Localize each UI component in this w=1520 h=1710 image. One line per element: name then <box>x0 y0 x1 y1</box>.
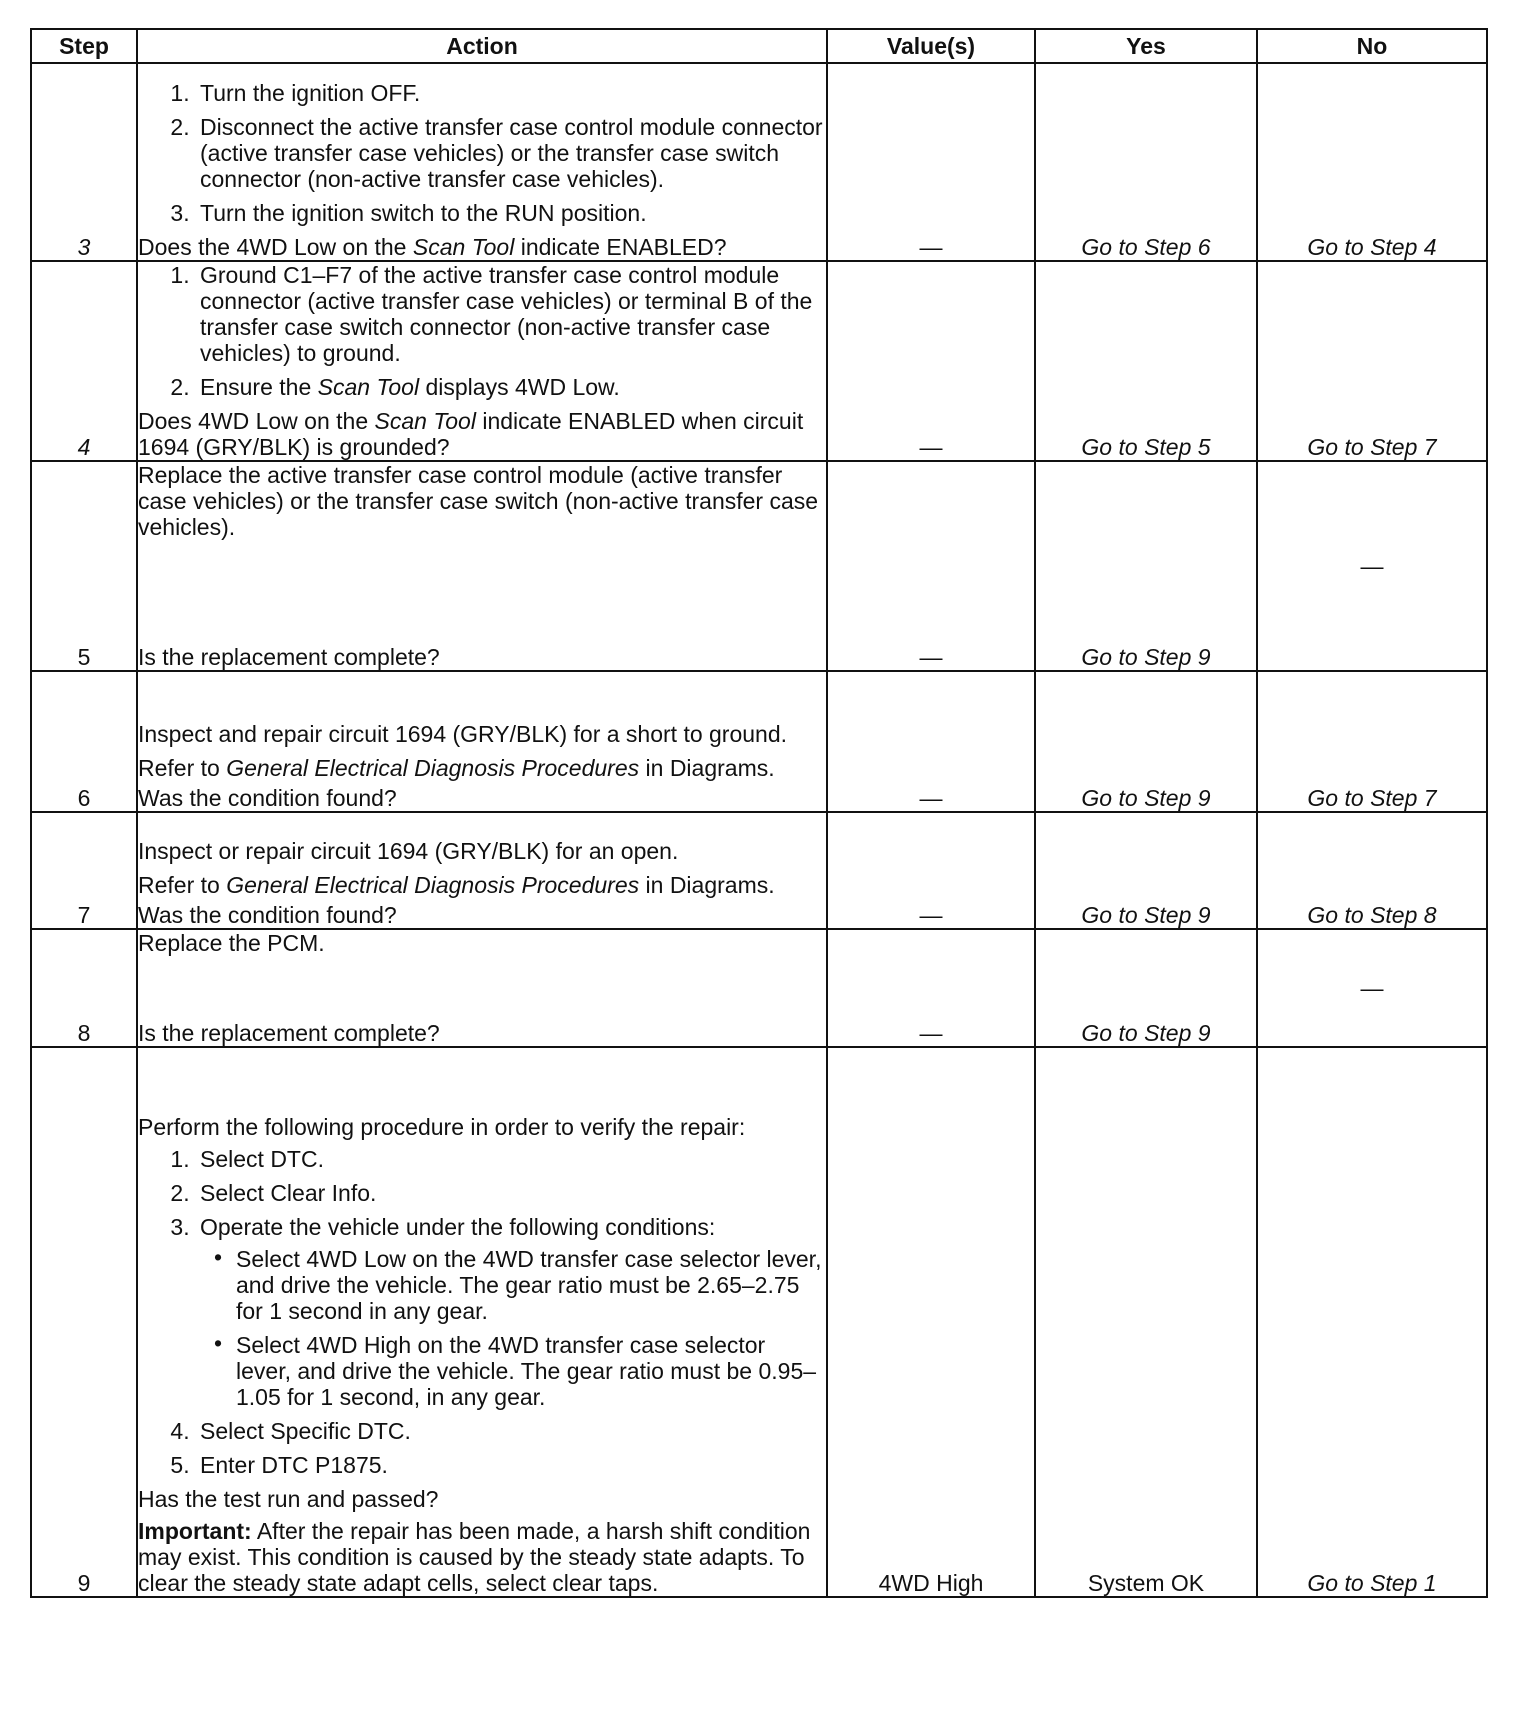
table-row-step-6 <box>31 671 1487 812</box>
yes-cell: Go to Step 9 <box>1035 812 1257 929</box>
no-cell: — <box>1257 929 1487 1047</box>
table-row-step-9 <box>31 1047 1487 1597</box>
yes-cell: Go to Step 9 <box>1035 461 1257 671</box>
procedure-step: 4. Select Specific DTC. <box>196 1418 826 1444</box>
action-cell <box>137 63 827 261</box>
yes-cell: Go to Step 6 <box>1035 63 1257 261</box>
step-number: 4 <box>31 261 137 461</box>
step-number: 5 <box>31 461 137 671</box>
action-cell <box>137 812 827 929</box>
value-cell: — <box>827 671 1035 812</box>
procedure-step: 1. Turn the ignition OFF. <box>196 80 826 106</box>
action-cell <box>137 929 827 1047</box>
question-text: Does 4WD Low on the Scan Tool indicate ENABLED when circuit 1694 (GRY/BLK) is grounded? <box>138 408 804 460</box>
yes-cell: Go to Step 5 <box>1035 261 1257 461</box>
no-cell: Go to Step 1 <box>1257 1047 1487 1597</box>
condition-item: • Select 4WD High on the 4WD transfer case selector lever, and drive the vehicle. The gear ratio must be 0.95–1.05 for 1 second, in any gear. <box>236 1332 826 1410</box>
value-cell: — <box>827 812 1035 929</box>
action-cell <box>137 671 827 812</box>
procedure-list <box>138 262 826 400</box>
diagnostic-table <box>30 28 1488 1598</box>
no-cell: — <box>1257 461 1487 671</box>
question-text: Was the condition found? <box>138 902 397 928</box>
refer-text: Refer to General Electrical Diagnosis Procedures in Diagrams. <box>138 872 775 898</box>
question-text: Is the replacement complete? <box>138 644 440 670</box>
instruction-text: Inspect and repair circuit 1694 (GRY/BLK) for a short to ground. <box>138 721 788 747</box>
important-label: Important: <box>138 1518 252 1544</box>
value-cell: — <box>827 461 1035 671</box>
header-values: Value(s) <box>827 29 1035 63</box>
step-number: 6 <box>31 671 137 812</box>
intro-text: Perform the following procedure in order to verify the repair: <box>138 1114 746 1140</box>
header-yes: Yes <box>1035 29 1257 63</box>
value-cell: — <box>827 929 1035 1047</box>
table-row-step-5 <box>31 461 1487 671</box>
yes-cell: System OK <box>1035 1047 1257 1597</box>
procedure-step: 2. Disconnect the active transfer case control module connector (active transfer case vehicles) or the transfer case switch connector (non-active transfer case vehicles). <box>196 114 826 192</box>
header-action: Action <box>137 29 827 63</box>
question-text: Was the condition found? <box>138 785 397 811</box>
procedure-step: 1. Select DTC. <box>196 1146 826 1172</box>
procedure-list <box>138 1146 826 1478</box>
header-row <box>31 29 1487 63</box>
step-number: 7 <box>31 812 137 929</box>
procedure-step: 1. Ground C1–F7 of the active transfer case control module connector (active transfer case vehicles) or terminal B of the transfer case switch connector (non-active transfer case vehicles) to ground. <box>196 262 826 366</box>
header-no: No <box>1257 29 1487 63</box>
no-cell: Go to Step 4 <box>1257 63 1487 261</box>
important-text: After the repair has been made, a harsh shift condition may exist. This condition is caused by the steady state adapts. To clear the steady state adapt cells, select clear taps. <box>138 1518 811 1596</box>
no-cell: Go to Step 7 <box>1257 261 1487 461</box>
header-step: Step <box>31 29 137 63</box>
value-cell: 4WD High <box>827 1047 1035 1597</box>
yes-cell: Go to Step 9 <box>1035 671 1257 812</box>
question-text: Has the test run and passed? <box>138 1486 439 1512</box>
table-row-step-4 <box>31 261 1487 461</box>
step-number: 9 <box>31 1047 137 1597</box>
table-row-step-3 <box>31 63 1487 261</box>
important-note <box>138 1518 826 1596</box>
procedure-step: 3. Turn the ignition switch to the RUN position. <box>196 200 826 226</box>
step-number: 3 <box>31 63 137 261</box>
question-text: Is the replacement complete? <box>138 1020 440 1046</box>
instruction-text: Replace the PCM. <box>138 930 325 956</box>
instruction-text: Replace the active transfer case control module (active transfer case vehicles) or the transfer case switch (non-active transfer case vehicles). <box>138 462 819 540</box>
condition-list <box>200 1246 826 1410</box>
table-row-step-7 <box>31 812 1487 929</box>
no-cell: Go to Step 8 <box>1257 812 1487 929</box>
action-cell <box>137 461 827 671</box>
table-row-step-8 <box>31 929 1487 1047</box>
procedure-step: 2. Ensure the Scan Tool displays 4WD Low. <box>196 374 826 400</box>
procedure-step: 5. Enter DTC P1875. <box>196 1452 826 1478</box>
action-cell <box>137 1047 827 1597</box>
procedure-step: 2. Select Clear Info. <box>196 1180 826 1206</box>
value-cell: — <box>827 63 1035 261</box>
diagnostic-table-page <box>30 28 1486 1598</box>
procedure-list <box>138 80 826 226</box>
no-cell: Go to Step 7 <box>1257 671 1487 812</box>
instruction-text: Inspect or repair circuit 1694 (GRY/BLK) for an open. <box>138 838 679 864</box>
procedure-step: 3. Operate the vehicle under the following conditions: • Select 4WD Low on the 4WD transfer case selector lever, and drive the vehicle. The gear ratio must be 2.65–2.75 for 1 second in any gear. • Select 4WD High on the 4WD transfer case selector lever, and drive the vehicle. The gear ratio must be 0.95–1.05 for 1 second, in any gear. <box>196 1214 826 1410</box>
action-cell <box>137 261 827 461</box>
yes-cell: Go to Step 9 <box>1035 929 1257 1047</box>
question-text: Does the 4WD Low on the Scan Tool indicate ENABLED? <box>138 234 727 260</box>
condition-item: • Select 4WD Low on the 4WD transfer case selector lever, and drive the vehicle. The gear ratio must be 2.65–2.75 for 1 second in any gear. <box>236 1246 826 1324</box>
refer-text: Refer to General Electrical Diagnosis Procedures in Diagrams. <box>138 755 775 781</box>
step-number: 8 <box>31 929 137 1047</box>
value-cell: — <box>827 261 1035 461</box>
